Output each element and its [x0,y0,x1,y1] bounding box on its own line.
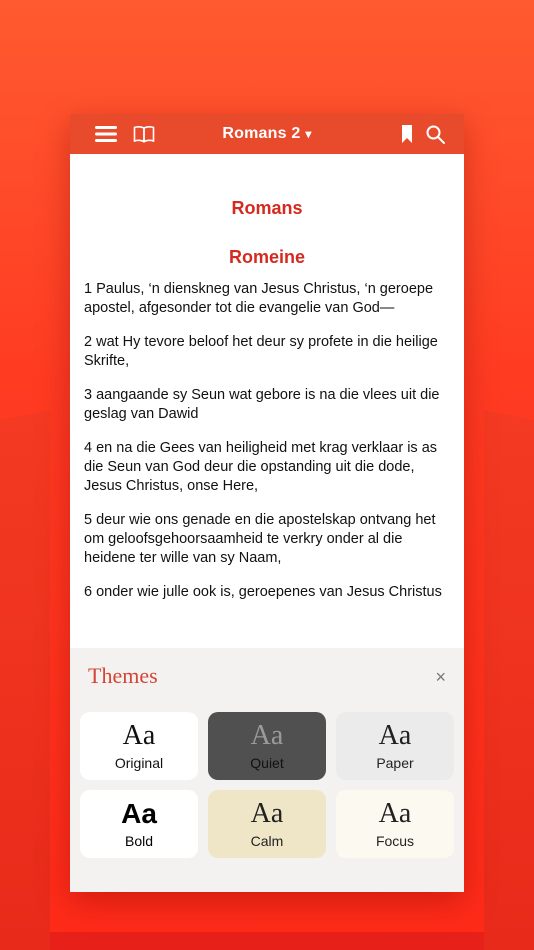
book-subtitle: Romeine [228,247,306,267]
theme-label: Paper [376,755,414,771]
verse[interactable]: 2 wat Hy tevore beloof het deur sy profete in die heilige Skrifte, [84,334,438,369]
background-band-right [484,410,534,950]
theme-label: Bold [124,833,154,849]
themes-grid [80,712,454,858]
verse[interactable]: 4 en na die Gees van heiligheid met krag verklaar is as die Seun van God deur die opstanding uit die dode, Jesus Christus, onse Here, [84,440,438,494]
top-navigation-bar [70,114,464,154]
search-icon[interactable] [424,122,446,146]
reading-content [70,154,464,602]
theme-sample: Aa [121,798,157,829]
app-screen [70,114,464,892]
theme-bold-button[interactable] [80,790,198,858]
theme-calm-button[interactable] [208,790,326,858]
theme-focus-button[interactable] [336,790,454,858]
themes-panel [70,648,464,892]
theme-sample: Aa [250,798,284,829]
theme-sample: Aa [250,720,284,751]
close-icon[interactable]: × [435,667,446,687]
themes-title: Themes [88,663,158,688]
chevron-down-icon: ▾ [305,127,312,141]
verse[interactable]: 3 aangaande sy Seun wat gebore is na die vlees uit die geslag van Dawid [84,387,440,422]
book-title: Romans [231,198,303,218]
background-band-left [0,410,50,950]
verse[interactable]: 5 deur wie ons genade en die apostelskap ontvang het om geloofsgehoorsaamheid te verkry onder al die heidene ter wille van sy Naam, [84,512,436,566]
theme-sample: Aa [378,798,412,829]
theme-original-button[interactable] [80,712,198,780]
chapter-title: Romans 2 [222,125,301,142]
theme-label: Quiet [250,755,284,771]
theme-sample: Aa [378,720,412,751]
background-bottom-strip [50,932,484,950]
themes-header [70,648,464,704]
theme-sample: Aa [122,720,156,751]
theme-label: Focus [375,833,415,849]
theme-quiet-button[interactable] [208,712,326,780]
verse[interactable]: 1 Paulus, ‘n dienskneg van Jesus Christus, ‘n geroepe apostel, afgesonder tot die evangelie van God— [84,281,434,316]
bookmark-icon[interactable] [398,122,416,146]
theme-paper-button[interactable] [336,712,454,780]
verse[interactable]: 6 onder wie julle ook is, geroepenes van Jesus Christus [84,584,442,600]
theme-label: Original [114,755,164,771]
theme-label: Calm [250,833,284,849]
